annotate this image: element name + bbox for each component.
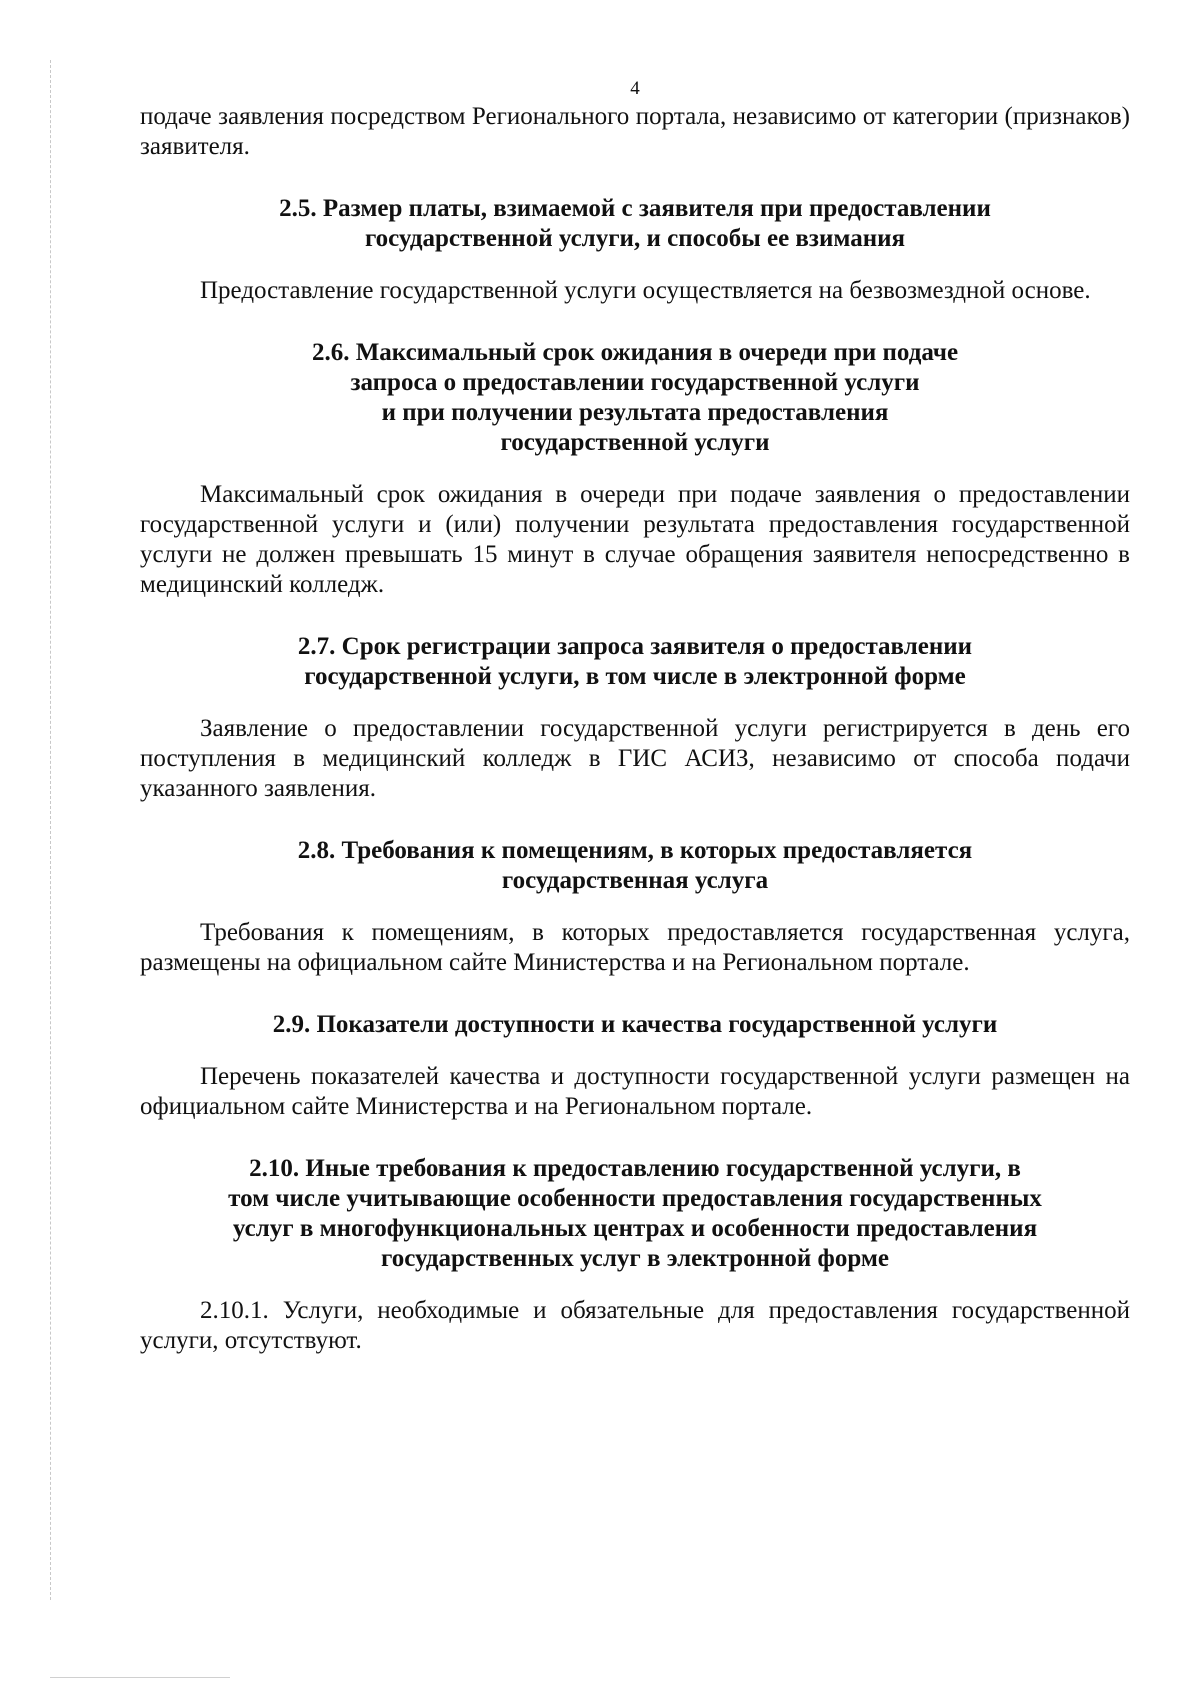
section-paragraph: Максимальный срок ожидания в очереди при подаче заявления о предоставлении государственной услуги и (или) получении результата предоставления государственной услуги не должен превышать 15 минут в случае обращения заявителя непосредственно в медицинский колледж.: [140, 481, 1130, 598]
heading-line: государственной услуги: [500, 429, 770, 456]
heading-line: 2.6. Максимальный срок ожидания в очереди при подаче: [311, 339, 959, 366]
heading-line: государственных услуг в электронной форме: [380, 1245, 889, 1272]
heading-line: 2.5. Размер платы, взимаемой с заявителя при предоставлении: [279, 195, 991, 222]
heading-line: государственной услуги, и способы ее взимания: [364, 225, 906, 252]
intro-paragraph: подаче заявления посредством Регионального портала, независимо от категории (признаков) заявителя.: [140, 103, 1130, 160]
heading-line: и при получении результата предоставления: [381, 399, 889, 426]
page-number: 4: [630, 78, 640, 99]
heading-line: 2.9. Показатели доступности и качества государственной услуги: [272, 1011, 998, 1038]
section-2-7: [140, 632, 1130, 804]
heading-line: государственной услуги, в том числе в электронной форме: [304, 663, 966, 690]
section-2-8: [140, 836, 1130, 978]
section-heading: [140, 338, 1130, 458]
heading-line: государственная услуга: [501, 867, 769, 894]
section-2-6: [140, 338, 1130, 600]
section-paragraph: Предоставление государственной услуги осуществляется на безвозмездной основе.: [200, 277, 1091, 304]
section-paragraph: Заявление о предоставлении государственной услуги регистрируется в день его поступления в медицинский колледж в ГИС АСИЗ, независимо от способа подачи указанного заявления.: [140, 715, 1130, 802]
section-paragraph: Требования к помещениям, в которых предоставляется государственная услуга, размещены на официальном сайте Министерства и на Региональном портале.: [140, 919, 1130, 976]
section-2-10: [140, 1154, 1130, 1356]
section-heading: [140, 632, 1130, 692]
section-paragraph: Перечень показателей качества и доступности государственной услуги размещен на официальном сайте Министерства и на Региональном портале.: [140, 1063, 1130, 1120]
heading-line: том числе учитывающие особенности предоставления государственных: [228, 1185, 1042, 1212]
heading-line: 2.10. Иные требования к предоставлению государственной услуги, в: [249, 1155, 1021, 1182]
heading-line: 2.7. Срок регистрации запроса заявителя о предоставлении: [297, 633, 973, 660]
heading-line: услуг в многофункциональных центрах и особенности предоставления: [232, 1215, 1038, 1242]
section-paragraph: 2.10.1. Услуги, необходимые и обязательные для предоставления государственной услуги, отсутствуют.: [140, 1297, 1130, 1354]
heading-line: запроса о предоставлении государственной услуги: [350, 369, 920, 396]
section-heading: [140, 194, 1130, 254]
section-heading: [140, 1154, 1130, 1274]
section-heading: [140, 1010, 1130, 1040]
bottom-margin-rule: [50, 1677, 230, 1678]
document-page: [140, 78, 1130, 1658]
section-heading: [140, 836, 1130, 896]
left-margin-rule: [50, 60, 51, 1600]
section-2-9: [140, 1010, 1130, 1122]
heading-line: 2.8. Требования к помещениям, в которых предоставляется: [297, 837, 973, 864]
section-2-5: [140, 194, 1130, 306]
